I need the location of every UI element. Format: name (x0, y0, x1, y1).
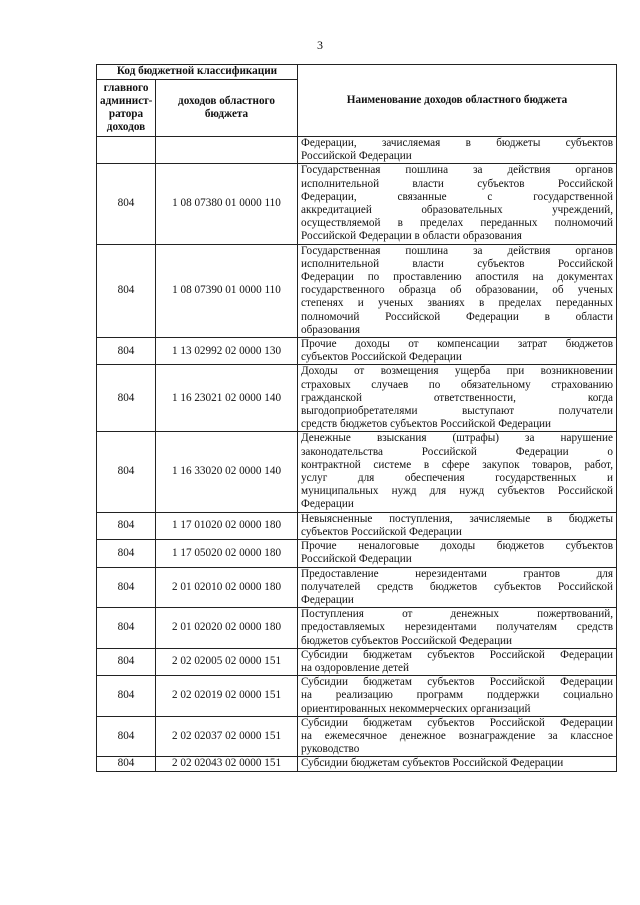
description-line: контрактной системе в сфере закупок товаров, работ, (301, 458, 613, 471)
admin-code-cell: 804 (97, 365, 156, 432)
admin-code-cell: 804 (97, 676, 156, 717)
income-name-cell (298, 676, 617, 717)
table-row (97, 757, 617, 771)
budget-classification-table (96, 64, 617, 772)
table-row (97, 338, 617, 365)
table-row (97, 432, 617, 512)
table-row (97, 512, 617, 539)
description-line: Федерации, зачисляемая в бюджеты субъектов (301, 137, 613, 149)
income-code-cell: 1 08 07380 01 0000 110 (156, 164, 298, 244)
income-code-cell: 1 16 33020 02 0000 140 (156, 432, 298, 512)
income-code-cell: 2 02 02005 02 0000 151 (156, 648, 298, 675)
description-line: Субсидии бюджетам субъектов Российской Федерации (301, 648, 613, 661)
income-code-cell: 2 02 02037 02 0000 151 (156, 716, 298, 757)
income-code-cell: 1 08 07390 01 0000 110 (156, 244, 298, 337)
description-line: страховых случаев по обязательному страхованию (301, 378, 613, 391)
header-admin: главного админист- ратора доходов (97, 80, 156, 137)
admin-code-cell: 804 (97, 512, 156, 539)
table-row (97, 676, 617, 717)
table-row (97, 716, 617, 757)
description-line: выгодоприобретателями выступают получатели (301, 405, 613, 418)
table-body (97, 137, 617, 772)
admin-code-cell: 804 (97, 716, 156, 757)
description-line: муниципальных нужд для нужд субъектов Российской (301, 485, 613, 498)
income-name-cell (298, 540, 617, 567)
description-line: Федерации (301, 593, 354, 606)
table-row (97, 648, 617, 675)
income-name-cell (298, 137, 617, 164)
admin-code-cell: 804 (97, 540, 156, 567)
table-row (97, 608, 617, 649)
description-line: получателей средств бюджетов субъектов Российской (301, 580, 613, 593)
description-line: Государственная пошлина за действия органов (301, 164, 613, 177)
income-code-cell: 1 17 05020 02 0000 180 (156, 540, 298, 567)
description-line: Субсидии бюджетам субъектов Российской Федерации (301, 716, 613, 729)
admin-code-cell: 804 (97, 164, 156, 244)
income-code-cell: 2 01 02020 02 0000 180 (156, 608, 298, 649)
description-line: руководство (301, 743, 360, 756)
income-code-cell: 2 02 02043 02 0000 151 (156, 757, 298, 771)
admin-code-cell: 804 (97, 244, 156, 337)
description-line: Федерации по проставлению апостиля на документах (301, 271, 613, 284)
table-row (97, 164, 617, 244)
income-name-cell (298, 716, 617, 757)
description-line: бюджетов субъектов Российской Федерации (301, 634, 513, 647)
admin-code-cell: 804 (97, 567, 156, 608)
description-line: Прочие неналоговые доходы бюджетов субъектов (301, 540, 613, 553)
income-name-cell (298, 164, 617, 244)
income-code-cell: 1 17 01020 02 0000 180 (156, 512, 298, 539)
description-line: законодательства Российской Федерации о (301, 445, 613, 458)
income-name-cell (298, 244, 617, 337)
page-number: 3 (317, 38, 323, 52)
income-name-cell (298, 512, 617, 539)
income-code-cell: 1 16 23021 02 0000 140 (156, 365, 298, 432)
description-line: на оздоровление детей (301, 661, 409, 674)
table-row (97, 567, 617, 608)
description-line: Российской Федерации (301, 553, 412, 566)
description-line: образования (301, 323, 361, 336)
description-line: на ежемесячное денежное вознаграждение за классное (301, 729, 613, 742)
income-name-cell (298, 365, 617, 432)
admin-code-cell: 804 (97, 608, 156, 649)
income-name-cell (298, 338, 617, 365)
description-line: полномочий Российской Федерации в области (301, 310, 613, 323)
description-line: субъектов Российской Федерации (301, 351, 462, 364)
income-code-cell: 2 02 02019 02 0000 151 (156, 676, 298, 717)
description-line: Российской Федерации (301, 150, 412, 163)
income-code-cell: 2 01 02010 02 0000 180 (156, 567, 298, 608)
admin-code-cell: 804 (97, 432, 156, 512)
description-line: Невыясненные поступления, зачисляемые в бюджеты (301, 512, 613, 525)
admin-code-cell (97, 137, 156, 164)
description-line: субъектов Российской Федерации (301, 525, 462, 538)
description-line: услуг для обеспечения государственных и (301, 472, 613, 485)
header-income: доходов областного бюджета (156, 80, 298, 137)
description-line: Федерации (301, 498, 354, 511)
description-line: государственного образца об образовании, об ученых (301, 284, 613, 297)
header-name: Наименование доходов областного бюджета (298, 65, 617, 137)
description-line: Поступления от денежных пожертвований, (301, 608, 613, 621)
description-line: Субсидии бюджетам субъектов Российской Федерации (301, 757, 564, 770)
income-name-cell (298, 567, 617, 608)
description-line: ориентированных некоммерческих организаций (301, 702, 531, 715)
income-name-cell (298, 432, 617, 512)
income-name-cell (298, 608, 617, 649)
income-name-cell (298, 648, 617, 675)
income-code-cell: 1 13 02992 02 0000 130 (156, 338, 298, 365)
description-line: гражданской ответственности, когда (301, 391, 613, 404)
description-line: предоставляемых нерезидентами получателям средств (301, 621, 613, 634)
description-line: на реализацию программ поддержки социально (301, 689, 613, 702)
admin-code-cell: 804 (97, 648, 156, 675)
description-line: осуществляемой в пределах переданных полномочий (301, 217, 613, 230)
description-line: Государственная пошлина за действия органов (301, 244, 613, 257)
description-line: Российской Федерации в области образования (301, 230, 522, 243)
description-line: степенях и ученых званиях в пределах переданных (301, 297, 613, 310)
description-line: средств бюджетов субъектов Российской Федерации (301, 418, 552, 431)
admin-code-cell: 804 (97, 757, 156, 771)
description-line: исполнительной власти субъектов Российской (301, 177, 613, 190)
table-row (97, 540, 617, 567)
admin-code-cell: 804 (97, 338, 156, 365)
table-row (97, 137, 617, 164)
income-code-cell (156, 137, 298, 164)
header-group: Код бюджетной классификации (97, 65, 298, 80)
description-line: аккредитацией образовательных учреждений, (301, 204, 613, 217)
description-line: Федерации, связанные с государственной (301, 190, 613, 203)
description-line: исполнительной власти субъектов Российской (301, 257, 613, 270)
table-row (97, 244, 617, 337)
description-line: Доходы от возмещения ущерба при возникновении (301, 365, 613, 378)
table-row (97, 365, 617, 432)
description-line: Субсидии бюджетам субъектов Российской Федерации (301, 676, 613, 689)
description-line: Прочие доходы от компенсации затрат бюджетов (301, 338, 613, 351)
income-name-cell (298, 757, 617, 771)
description-line: Денежные взыскания (штрафы) за нарушение (301, 432, 613, 445)
description-line: Предоставление нерезидентами грантов для (301, 567, 613, 580)
